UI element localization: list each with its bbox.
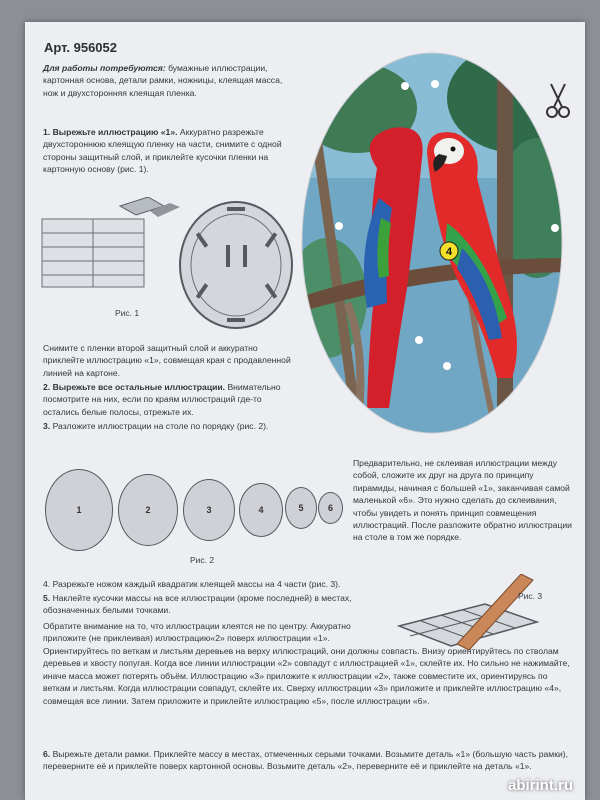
step-5 <box>43 592 383 617</box>
oval-3: 3 <box>183 479 235 541</box>
figure-2-caption: Рис. 2 <box>190 555 215 565</box>
step-4-number: 4. <box>43 579 51 589</box>
step-1-title: Вырежьте иллюстрацию «1». <box>52 127 178 137</box>
step-1-continued: Снимите с пленки второй защитный слой и аккуратно приклейте иллюстрацию «1», совмещая края с продавленной линией на картоне. <box>43 343 291 378</box>
oval-5: 5 <box>285 487 317 529</box>
oval-1: 1 <box>45 469 113 551</box>
step-5-text: Наклейте кусочки массы на все иллюстрации (кроме последней) в местах, обозначенных белыми точками. <box>43 593 352 616</box>
parrot-badge: 4 <box>445 246 453 258</box>
step-1 <box>43 126 291 176</box>
step-1-text: Аккуратно разрежьте двухстороннюю клеящую пленку на части, снимите с одной стороны защитный слой, и приклейте кусочки пленки на картонную основу (рис. 1). <box>43 127 282 175</box>
figure-3-caption: Рис. 3 <box>518 591 543 601</box>
step-6 <box>43 748 573 773</box>
step-2-title: Вырежьте все остальные иллюстрации. <box>52 382 226 392</box>
step-3-number: 3. <box>43 421 51 431</box>
intro-lead: Для работы потребуются: <box>43 63 166 73</box>
scissors-icon <box>543 82 573 120</box>
figure-1-illustration <box>40 197 295 332</box>
oval-4: 4 <box>239 483 283 537</box>
parrot-illustration <box>297 48 567 438</box>
step-4-text: Разрежьте ножом каждый квадратик клеящей массы на 4 части (рис. 3). <box>52 579 341 589</box>
oval-6: 6 <box>318 492 343 524</box>
step-3-text: Разложите иллюстрации на столе по порядку (рис. 2). <box>52 421 269 431</box>
step-6-number: 6. <box>43 749 51 759</box>
step-4 <box>43 578 383 590</box>
step-5-number: 5. <box>43 593 51 603</box>
step-2-number: 2. <box>43 382 51 392</box>
step-2 <box>43 381 293 418</box>
article-number: Арт. 956052 <box>44 40 117 55</box>
oval-2: 2 <box>118 474 178 546</box>
intro-text: бумажные иллюстрации, картонная основа, детали рамки, ножницы, клеящая масса, нож и двухсторонняя клеящая пленка. <box>43 63 283 98</box>
step-5-details: Ориентируйтесь по веткам и листьям деревьев на верху иллюстраций, они должны совпасть. Внизу ориентируйтесь по стволам деревьев и хвосту попугая. Когда все линии иллюстрации «2» совпадут с иллюстрацией «1», склейте их. Но сильно не нажимайте, иначе масса может потерять объём. Иллюстрацию «3» приложите к иллюстрации «2», также совместите их, ориентируясь по веткам и листьям. Когда иллюстрации совпадут, склейте их. Сверху иллюстрации «3» приложите и приклейте иллюстрацию «4», совмещая все линии. Затем приложите и приклейте иллюстрацию «5», после иллюстрации «6». <box>43 646 570 706</box>
step-3-description: Предварительно, не склеивая иллюстрации между собой, сложите их друг на друга по принципу пирамиды, начиная с большей «1», заканчивая самой маленькой «6». Это нужно сделать до склеивания, чтобы увидеть и понять принцип совмещения иллюстраций. После разложите обратно иллюстрации на столе в том же порядке. <box>353 458 572 543</box>
figure-1-caption: Рис. 1 <box>115 308 140 318</box>
watermark-logo: abirint.ru <box>507 777 573 794</box>
instruction-sheet <box>25 22 585 800</box>
intro-paragraph <box>43 62 291 99</box>
step-6-text: Вырежьте детали рамки. Приклейте массу в местах, отмеченных серыми точками. Возьмите деталь «1» (большую часть рамки), переверните её и приклейте поверх картонной основы. Возьмите деталь «2», переверните её и приклейте на деталь «1». <box>43 749 569 772</box>
step-5-note: Обратите внимание на то, что иллюстрации клеятся не по центру. Аккуратно приложите (не приклеивая) иллюстрацию«2» поверх иллюстрации «1». <box>43 621 351 644</box>
step-1-number: 1. <box>43 127 51 137</box>
step-2-text: Внимательно посмотрите на них, если по краям иллюстраций где-то остались белые полосы, отрежьте их. <box>43 382 281 417</box>
